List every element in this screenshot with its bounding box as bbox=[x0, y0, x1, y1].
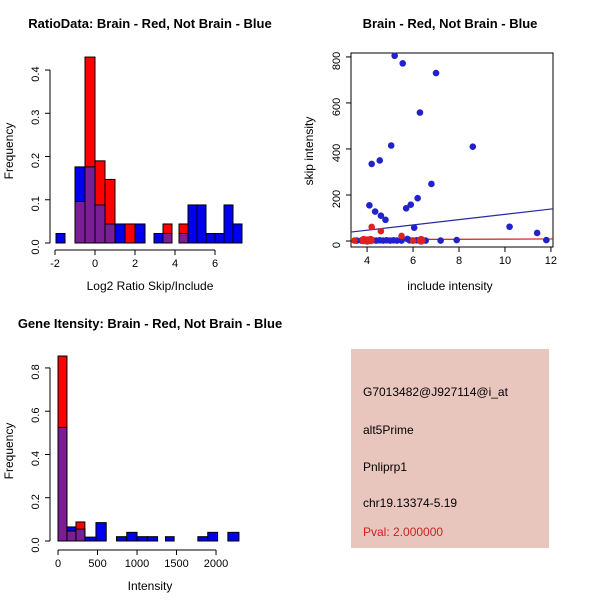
svg-text:2: 2 bbox=[131, 258, 139, 270]
svg-text:4: 4 bbox=[364, 255, 371, 267]
svg-text:1500: 1500 bbox=[164, 558, 189, 570]
svg-text:1000: 1000 bbox=[124, 558, 150, 570]
svg-text:0.0: 0.0 bbox=[30, 537, 42, 553]
svg-text:6: 6 bbox=[409, 255, 417, 267]
svg-text:500: 500 bbox=[88, 558, 107, 570]
intensity-axis-label: Intensity bbox=[127, 579, 173, 593]
svg-text:8: 8 bbox=[455, 255, 463, 267]
svg-text:400: 400 bbox=[331, 143, 343, 163]
svg-text:200: 200 bbox=[331, 189, 343, 209]
svg-text:0.8: 0.8 bbox=[30, 364, 42, 380]
ratio-histogram-panel bbox=[0, 0, 300, 300]
scatter-title: Brain - Red, Not Brain - Blue bbox=[362, 16, 538, 31]
chromosome-location-text: chr19.13374-5.19 bbox=[363, 496, 458, 510]
info-panel bbox=[300, 300, 600, 600]
svg-text:0.2: 0.2 bbox=[30, 494, 42, 510]
gene-histogram-panel bbox=[0, 300, 300, 600]
gene-histogram-title: Gene Itensity: Brain - Red, Not Brain - Blue bbox=[17, 316, 283, 331]
svg-text:800: 800 bbox=[331, 51, 343, 71]
include-intensity-axis-label: include intensity bbox=[407, 279, 493, 293]
ratio-histogram-title: RatioData: Brain - Red, Not Brain - Blue bbox=[28, 16, 272, 31]
skip-intensity-axis-label: skip intensity bbox=[302, 116, 316, 186]
svg-text:0: 0 bbox=[91, 258, 99, 270]
svg-text:-2: -2 bbox=[50, 258, 60, 270]
gene-frequency-axis-label: Frequency bbox=[2, 422, 16, 480]
frequency-axis-label: Frequency bbox=[2, 122, 16, 180]
svg-text:4: 4 bbox=[171, 258, 179, 270]
ratio-histogram-canvas bbox=[0, 0, 300, 300]
svg-text:0.3: 0.3 bbox=[30, 109, 42, 125]
splice-type-text: alt5Prime bbox=[363, 423, 414, 437]
svg-text:0: 0 bbox=[54, 558, 62, 570]
scatter-panel bbox=[300, 0, 600, 300]
svg-text:0.4: 0.4 bbox=[30, 66, 42, 82]
svg-text:0.4: 0.4 bbox=[30, 450, 42, 467]
info-background bbox=[351, 349, 549, 548]
gene-name-text: Pnliprp1 bbox=[363, 460, 408, 474]
log2-ratio-axis-label: Log2 Ratio Skip/Include bbox=[86, 279, 214, 293]
svg-text:0: 0 bbox=[331, 241, 343, 249]
svg-text:0.1: 0.1 bbox=[30, 196, 42, 212]
pval-text: Pval: 2.000000 bbox=[363, 525, 444, 539]
svg-text:12: 12 bbox=[544, 255, 558, 267]
svg-text:6: 6 bbox=[211, 258, 219, 270]
scatter-canvas bbox=[300, 0, 600, 300]
probe-id-text: G7013482@J927114@i_at bbox=[363, 385, 508, 399]
svg-text:0.0: 0.0 bbox=[30, 239, 42, 255]
svg-text:600: 600 bbox=[331, 97, 343, 117]
gene-histogram-canvas bbox=[0, 300, 300, 600]
svg-text:2000: 2000 bbox=[203, 558, 229, 570]
svg-text:10: 10 bbox=[498, 255, 512, 267]
svg-text:0.6: 0.6 bbox=[30, 407, 42, 423]
svg-text:0.2: 0.2 bbox=[30, 152, 42, 169]
